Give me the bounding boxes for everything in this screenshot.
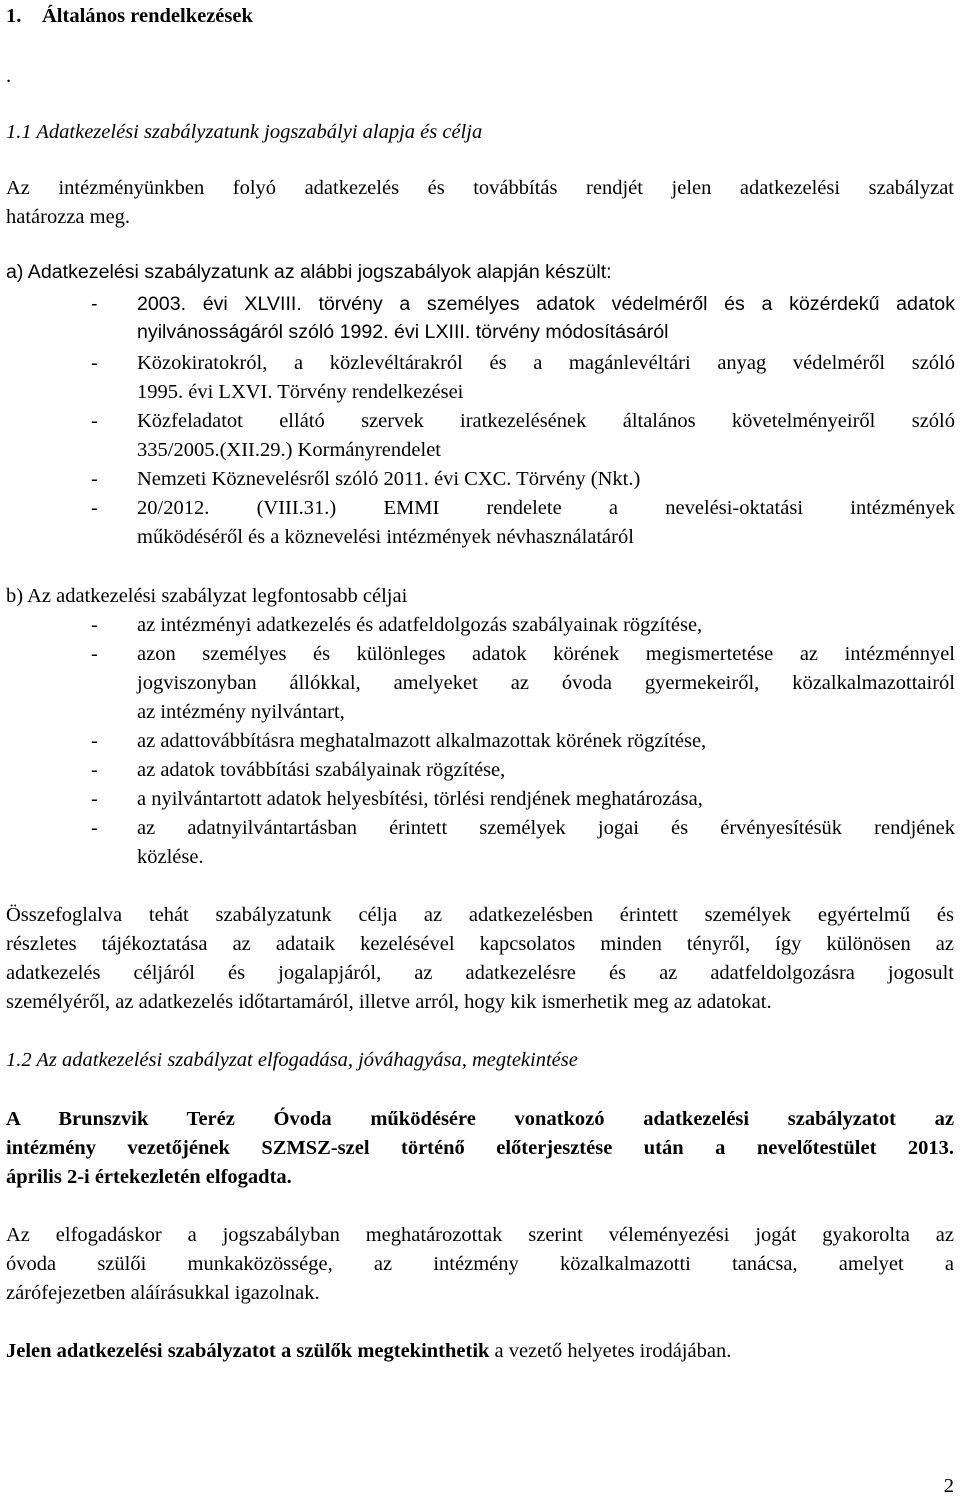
- list-dash: -: [91, 759, 98, 781]
- goal-item-5-line-1: a nyilvántartott adatok helyesbítési, törlési rendjének meghatározása,: [137, 788, 703, 810]
- stray-dot: .: [6, 65, 12, 87]
- subsection-1-number: 1.1: [6, 121, 32, 143]
- legal-basis-item-1-line-2: nyilvánosságáról szóló 1992. évi LXIII. törvény módosításáról: [137, 321, 669, 343]
- summary-line-3: adatkezelés céljáról és jogalapjáról, az adatkezelésre és az adatfeldolgozásra jogosult: [6, 962, 954, 984]
- goal-item-6-line-1: az adatnyilvántartásban érintett személyek jogai és érvényesítésük rendjének: [137, 817, 955, 839]
- list-dash: -: [91, 352, 98, 374]
- intro-line-1: Az intézményünkben folyó adatkezelés és továbbítás rendjét jelen adatkezelési szabályzat: [6, 177, 954, 199]
- approval-line-2: intézmény vezetőjének SZMSZ-szel történő előterjesztése után a nevelőtestület 2013.: [6, 1137, 954, 1159]
- legal-basis-item-3-line-1: Közfeladatot ellátó szervek iratkezelésének általános követelményeiről szóló: [137, 410, 955, 432]
- goal-item-6-line-2: közlése.: [137, 846, 204, 868]
- final-statement: [6, 1341, 954, 1362]
- legal-basis-item-1-line-1: 2003. évi XLVIII. törvény a személyes adatok védelméről és a közérdekű adatok: [137, 293, 955, 315]
- legal-basis-item-2-line-2: 1995. évi LXVI. Törvény rendelkezései: [137, 381, 464, 403]
- goal-item-1-line-1: az intézményi adatkezelés és adatfeldolgozás szabályainak rögzítése,: [137, 614, 703, 636]
- list-dash: -: [91, 497, 98, 519]
- legal-basis-item-3-line-2: 335/2005.(XII.29.) Kormányrendelet: [137, 439, 441, 461]
- summary-line-2: részletes tájékoztatása az adataik kezelésével kapcsolatos minden tényről, így különösen az: [6, 933, 954, 955]
- legal-basis-heading: a) Adatkezelési szabályzatunk az alábbi jogszabályok alapján készült:: [6, 261, 612, 283]
- subsection-1-title: Adatkezelési szabályzatunk jogszabályi alapja és célja: [36, 121, 483, 143]
- final-statement-rest: a vezető helyetes irodájában.: [489, 1340, 732, 1362]
- list-dash: -: [91, 730, 98, 752]
- legal-basis-item-5-line-2: működéséről és a köznevelési intézmények névhasználatáról: [137, 526, 634, 548]
- list-dash: -: [91, 614, 98, 636]
- subsection-2-title: Az adatkezelési szabályzat elfogadása, jóváhagyása, megtekintése: [36, 1049, 578, 1071]
- summary-line-4: személyéről, az adatkezelés időtartamáról, illetve arról, hogy kik ismerhetik meg az adatokat.: [6, 991, 772, 1013]
- final-statement-bold: Jelen adatkezelési szabályzatot a szülők megtekinthetik: [6, 1340, 490, 1362]
- opinion-line-1: Az elfogadáskor a jogszabályban meghatározottak szerint véleményezési jogát gyakorolta az: [6, 1224, 954, 1246]
- list-dash: -: [91, 468, 98, 490]
- opinion-line-2: óvoda szülői munkaközössége, az intézmény közalkalmazotti tanácsa, amelyet a: [6, 1253, 954, 1275]
- approval-line-3: április 2-i értekezletén elfogadta.: [6, 1166, 292, 1188]
- list-dash: -: [91, 817, 98, 839]
- goal-item-4-line-1: az adatok továbbítási szabályainak rögzítése,: [137, 759, 506, 781]
- goal-item-2-line-2: jogviszonyban állókkal, amelyeket az óvoda gyermekeiről, közalkalmazottairól: [137, 672, 955, 694]
- subsection-2-heading: [6, 1050, 954, 1071]
- section-title: Általános rendelkezések: [42, 5, 253, 27]
- list-dash: -: [91, 643, 98, 665]
- subsection-1-heading: [6, 122, 954, 143]
- opinion-line-3: zárófejezetben aláírásukkal igazolnak.: [6, 1282, 320, 1304]
- approval-line-1: A Brunszvik Teréz Óvoda működésére vonatkozó adatkezelési szabályzatot az: [6, 1108, 954, 1130]
- subsection-2-number: 1.2: [6, 1049, 32, 1071]
- summary-line-1: Összefoglalva tehát szabályzatunk célja az adatkezelésben érintett személyek egyértelmű és: [6, 904, 954, 926]
- section-heading: [6, 6, 954, 27]
- section-number: 1.: [6, 5, 22, 27]
- page-number: 2: [943, 1475, 954, 1497]
- legal-basis-item-5-line-1: 20/2012. (VIII.31.) EMMI rendelete a nevelési-oktatási intézmények: [137, 497, 955, 519]
- list-dash: -: [91, 410, 98, 432]
- goal-item-2-line-1: azon személyes és különleges adatok körének megismertetése az intézménnyel: [137, 643, 955, 665]
- legal-basis-item-4-line-1: Nemzeti Köznevelésről szóló 2011. évi CXC. Törvény (Nkt.): [137, 468, 641, 490]
- goals-heading: b) Az adatkezelési szabályzat legfontosabb céljai: [6, 585, 408, 607]
- goal-item-3-line-1: az adattovábbításra meghatalmazott alkalmazottak körének rögzítése,: [137, 730, 707, 752]
- list-dash: -: [91, 788, 98, 810]
- goal-item-2-line-3: az intézmény nyilvántart,: [137, 701, 345, 723]
- intro-line-2: határozza meg.: [6, 206, 131, 228]
- legal-basis-item-2-line-1: Közokiratokról, a közlevéltárakról és a magánlevéltári anyag védelméről szóló: [137, 352, 955, 374]
- list-dash: -: [91, 293, 98, 315]
